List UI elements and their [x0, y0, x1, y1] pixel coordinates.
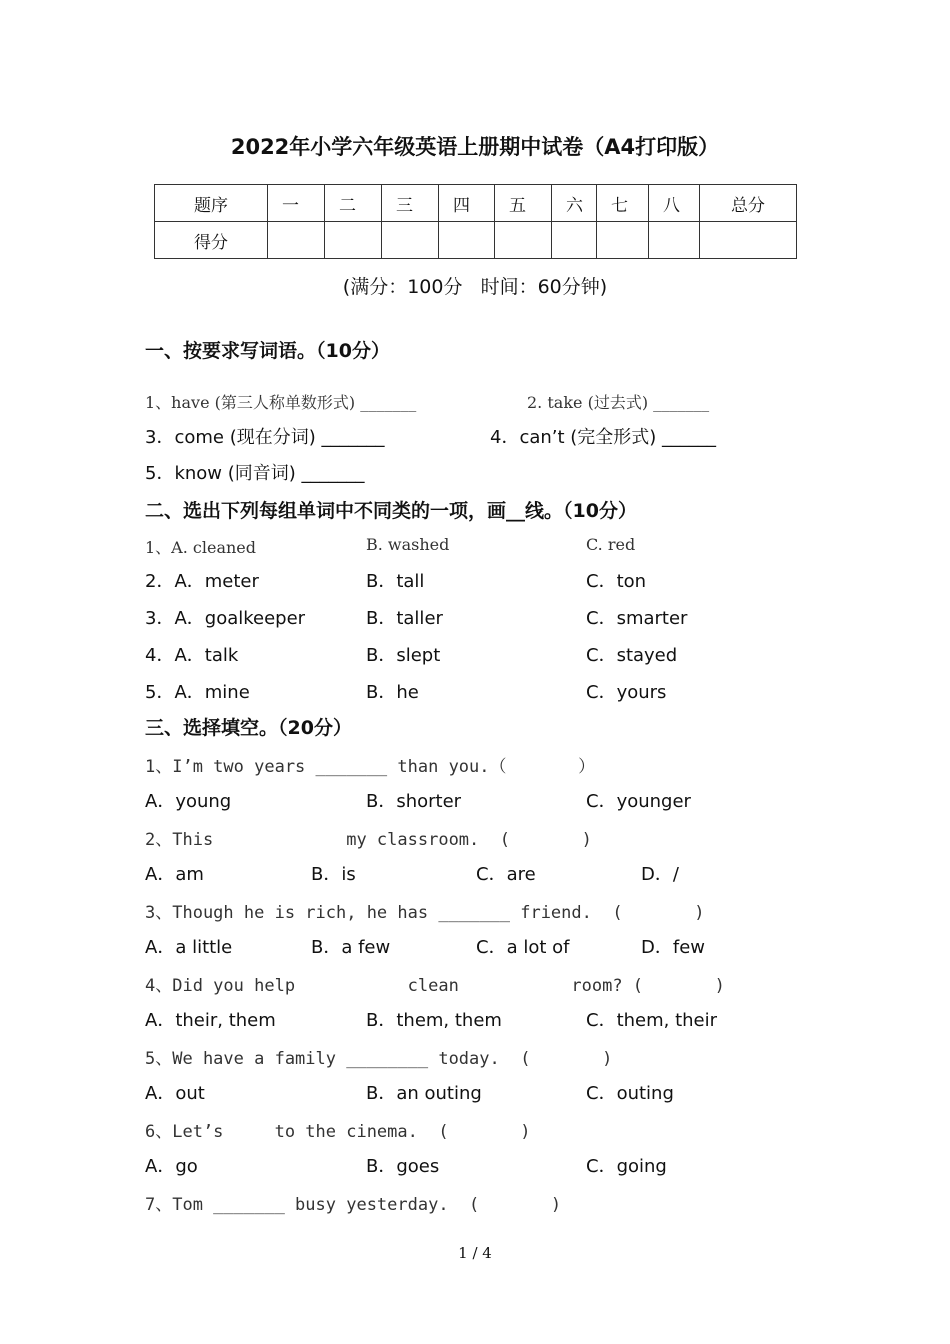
s2-row-5-option-a: 5．A．mine: [145, 682, 250, 703]
s2-row-4-option-c: C．stayed: [586, 645, 678, 666]
s3-q2-option-a: A．am: [145, 864, 204, 885]
s3-q5-stem: 5、We have a family ________ today. ( ): [145, 1049, 613, 1069]
score-header-cell: 三: [382, 185, 439, 222]
score-cell[interactable]: [439, 222, 495, 259]
s3-q4-stem: 4、Did you help clean room? ( ): [145, 976, 725, 996]
s1-question-4: 4．can’t (完全形式) ______: [490, 427, 717, 448]
s2-row-3-option-b: B．taller: [366, 608, 443, 629]
score-header-cell: 四: [439, 185, 495, 222]
score-table-header-row: [155, 185, 797, 222]
s3-q1-option-a: A．young: [145, 791, 232, 812]
s3-q3-stem: 3、Though he is rich, he has _______ friend. ( ): [145, 903, 705, 923]
s2-row-2-option-a: 2．A．meter: [145, 571, 259, 592]
s3-q4-option-b: B．them, them: [366, 1010, 502, 1031]
score-header-cell: 二: [325, 185, 382, 222]
s2-row-1-option-a: 1、A. cleaned: [145, 538, 257, 557]
score-table-score-row: [155, 222, 797, 259]
page-number: 1 / 4: [458, 1244, 492, 1262]
section-2-heading: 二、选出下列每组单词中不同类的一项，画__线。（10分）: [145, 500, 637, 522]
s3-q3-option-a: A．a little: [145, 937, 233, 958]
s3-q7-stem: 7、Tom _______ busy yesterday. ( ): [145, 1195, 562, 1215]
score-cell[interactable]: [268, 222, 325, 259]
score-cell[interactable]: [649, 222, 700, 259]
s3-q5-option-c: C．outing: [586, 1083, 674, 1104]
score-table: [154, 184, 797, 259]
score-header-cell: 一: [268, 185, 325, 222]
s1-question-5: 5．know (同音词) _______: [145, 463, 365, 484]
score-cell[interactable]: [325, 222, 382, 259]
s3-q6-option-c: C．going: [586, 1156, 667, 1177]
s3-q1-option-c: C．younger: [586, 791, 691, 812]
s2-row-4-option-b: B．slept: [366, 645, 441, 666]
s3-q5-option-b: B．an outing: [366, 1083, 482, 1104]
exam-note: (满分：100分 时间：60分钟): [342, 276, 608, 298]
s3-q1-stem: 1、I’m two years _______ than you.（ ）: [145, 757, 596, 777]
score-cell[interactable]: [382, 222, 439, 259]
page-title: 2022年小学六年级英语上册期中试卷（A4打印版）: [230, 135, 720, 159]
s1-question-1: 1、have (第三人称单数形式) _______: [145, 393, 417, 412]
s3-q1-option-b: B．shorter: [366, 791, 462, 812]
s3-q6-option-b: B．goes: [366, 1156, 440, 1177]
s2-row-3-option-a: 3．A．goalkeeper: [145, 608, 306, 629]
section-3-heading: 三、选择填空。（20分）: [145, 717, 352, 739]
score-row-label: 得分: [155, 222, 268, 259]
score-header-cell: 七: [597, 185, 649, 222]
s3-q4-option-c: C．them, their: [586, 1010, 718, 1031]
s3-q2-option-b: B．is: [311, 864, 356, 885]
s3-q2-stem: 2、This my classroom. ( ): [145, 830, 592, 850]
s3-q3-option-d: D．few: [641, 937, 705, 958]
s2-row-5-option-b: B．he: [366, 682, 419, 703]
score-cell[interactable]: [700, 222, 797, 259]
s3-q2-option-c: C．are: [476, 864, 536, 885]
score-header-cell: 总分: [700, 185, 797, 222]
s1-question-3: 3．come (现在分词) _______: [145, 427, 385, 448]
score-cell[interactable]: [597, 222, 649, 259]
s3-q5-option-a: A．out: [145, 1083, 205, 1104]
score-header-cell: 八: [649, 185, 700, 222]
score-header-cell: 五: [495, 185, 552, 222]
score-cell[interactable]: [495, 222, 552, 259]
s2-row-1-option-b: B. washed: [366, 535, 450, 554]
s3-q3-option-b: B．a few: [311, 937, 391, 958]
s3-q4-option-a: A．their, them: [145, 1010, 276, 1031]
score-header-cell: 六: [552, 185, 597, 222]
s3-q6-stem: 6、Let’s to the cinema. ( ): [145, 1122, 531, 1142]
score-cell[interactable]: [552, 222, 597, 259]
s3-q6-option-a: A．go: [145, 1156, 198, 1177]
s1-question-2: 2. take (过去式) _______: [527, 393, 710, 412]
s2-row-4-option-a: 4．A．talk: [145, 645, 239, 666]
s3-q2-option-d: D．/: [641, 864, 679, 885]
s2-row-2-option-c: C．ton: [586, 571, 647, 592]
s2-row-5-option-c: C．yours: [586, 682, 667, 703]
s2-row-3-option-c: C．smarter: [586, 608, 688, 629]
score-header-cell: 题序: [155, 185, 268, 222]
section-1-heading: 一、按要求写词语。（10分）: [145, 340, 390, 362]
s2-row-2-option-b: B．tall: [366, 571, 425, 592]
s2-row-1-option-c: C. red: [586, 535, 636, 554]
s3-q3-option-c: C．a lot of: [476, 937, 570, 958]
